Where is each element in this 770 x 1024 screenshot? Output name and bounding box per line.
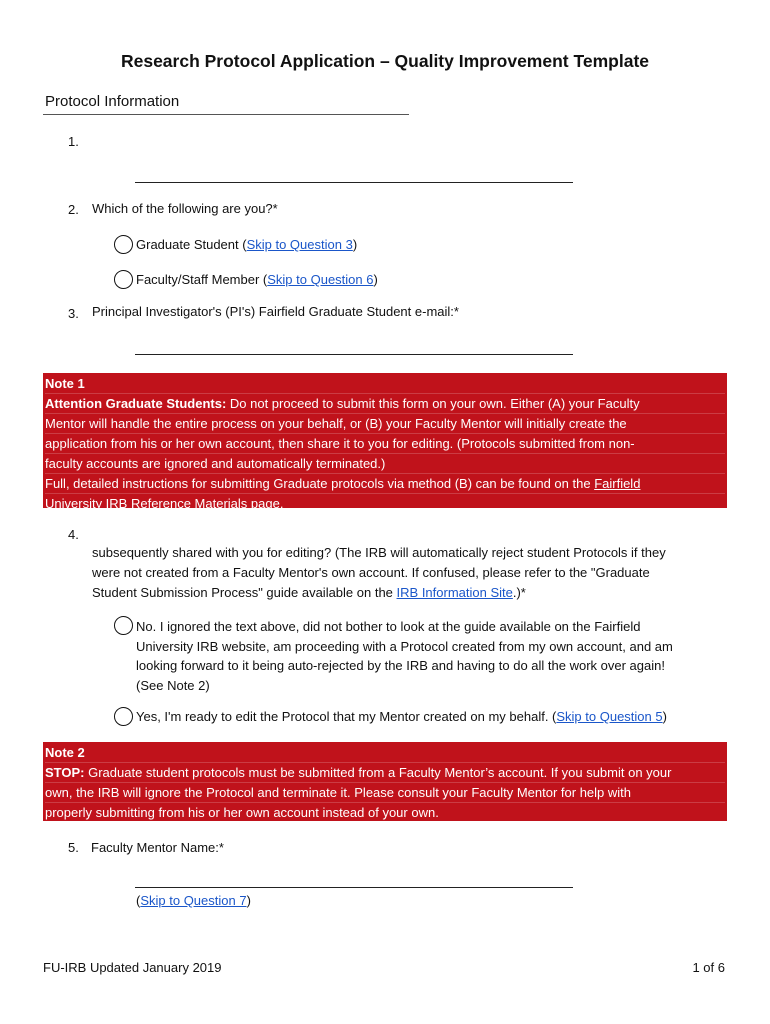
option-faculty-staff-label: Faculty/Staff Member ( <box>136 272 268 287</box>
question-1-answer-field[interactable] <box>135 182 573 183</box>
note-1-bold-lead: Attention Graduate Students: <box>45 396 227 411</box>
option-no-ignored[interactable] <box>136 617 673 695</box>
question-3-text: Principal Investigator's (PI's) Fairfield Graduate Student e-mail:* <box>92 304 459 319</box>
option-no-line-4: (See Note 2) <box>136 677 210 693</box>
question-3-number: 3. <box>68 306 79 321</box>
option-yes-label: Yes, I'm ready to edit the Protocol that my Mentor created on my behalf. ( <box>136 709 557 724</box>
skip-to-question-7-link[interactable]: Skip to Question 7 <box>140 893 247 908</box>
note-1-line-5-text: Full, detailed instructions for submitting Graduate protocols via method (B) can be found on the <box>45 476 595 491</box>
option-yes-close: ) <box>662 709 667 724</box>
question-5-skip <box>136 891 251 911</box>
note-1-line-2: Mentor will handle the entire process on your behalf, or (B) your Faculty Mentor will initially create the <box>45 414 725 434</box>
option-graduate-student[interactable] <box>136 235 357 255</box>
note-1-line-3: application from his or her own account, then share it to you for editing. (Protocols submitted from non- <box>45 434 725 454</box>
option-graduate-student-label: Graduate Student ( <box>136 237 247 252</box>
option-no-line-1: No. I ignored the text above, did not bother to look at the guide available on the Fairfield <box>136 619 641 634</box>
note-2-bold-lead: STOP: <box>45 765 85 780</box>
footer-updated: FU-IRB Updated January 2019 <box>43 960 222 975</box>
note-1-line-1 <box>45 394 725 414</box>
radio-no-ignored[interactable] <box>114 616 133 635</box>
question-5-text: Faculty Mentor Name:* <box>91 840 224 855</box>
note-2-line-1-text: Graduate student protocols must be submitted from a Faculty Mentor’s account. If you submit on your <box>84 765 672 780</box>
irb-information-site-link[interactable]: IRB Information Site <box>396 585 513 600</box>
radio-faculty-staff[interactable] <box>114 270 133 289</box>
footer-page-number: 1 of 6 <box>692 960 725 975</box>
note-2 <box>43 742 727 821</box>
skip-to-question-5-link[interactable]: Skip to Question 5 <box>556 709 663 724</box>
note-1-line-4: faculty accounts are ignored and automatically terminated.) <box>45 454 725 474</box>
note-1 <box>43 373 727 511</box>
note-1-line-6 <box>45 494 725 513</box>
note-1-line-6-text: page. <box>247 496 284 511</box>
option-faculty-staff[interactable] <box>136 270 378 290</box>
question-4-line-2: were not created from a Faculty Mentor's own account. If confused, please refer to the "Graduate <box>92 565 650 580</box>
question-4-line-1: subsequently shared with you for editing? (The IRB will automatically reject student Protocols if they <box>92 545 666 560</box>
question-5-skip-close: ) <box>246 893 251 908</box>
radio-graduate-student[interactable] <box>114 235 133 254</box>
note-2-line-3: properly submitting from his or her own account instead of your own. <box>45 805 439 820</box>
question-5-skip-open: ( <box>136 893 141 908</box>
fairfield-link[interactable]: Fairfield <box>594 476 641 491</box>
question-2-text: Which of the following are you?* <box>92 201 278 216</box>
option-graduate-student-close: ) <box>352 237 358 252</box>
note-1-line-1-text: Do not proceed to submit this form on your own. Either (A) your Faculty <box>226 396 640 411</box>
option-no-line-3: looking forward to it being auto-rejected by the IRB and having to do all the work over again! <box>136 658 665 673</box>
note-1-title: Note 1 <box>45 374 725 394</box>
irb-reference-materials-link[interactable]: University IRB Reference Materials <box>45 496 248 511</box>
question-4-number: 4. <box>68 527 79 542</box>
section-title: Protocol Information <box>45 93 180 110</box>
option-no-line-2: University IRB website, am proceeding with a Protocol created from my own account, and am <box>136 638 673 654</box>
note-2-line-1 <box>45 763 725 783</box>
question-1-number: 1. <box>68 134 79 149</box>
skip-to-question-6-link[interactable]: Skip to Question 6 <box>267 272 374 287</box>
page-title: Research Protocol Application – Quality Improvement Template <box>120 51 650 71</box>
option-yes-ready[interactable] <box>136 707 667 727</box>
question-5-answer-field[interactable] <box>135 887 573 888</box>
question-4-line-3-end: .)* <box>512 585 526 600</box>
section-divider <box>43 114 409 115</box>
skip-to-question-3-link[interactable]: Skip to Question 3 <box>246 237 353 252</box>
question-2-number: 2. <box>68 202 79 217</box>
question-3-answer-field[interactable] <box>135 354 573 355</box>
note-1-line-5 <box>45 474 725 494</box>
note-2-title: Note 2 <box>45 743 725 763</box>
question-4-line-3 <box>92 583 526 603</box>
radio-yes-ready[interactable] <box>114 707 133 726</box>
question-5-number: 5. <box>68 840 79 855</box>
question-4-line-3-text: Student Submission Process" guide available on the <box>92 585 397 600</box>
option-faculty-staff-close: ) <box>373 272 378 287</box>
note-2-line-2: own, the IRB will ignore the Protocol and terminate it. Please consult your Faculty Mentor for help with <box>45 783 725 803</box>
